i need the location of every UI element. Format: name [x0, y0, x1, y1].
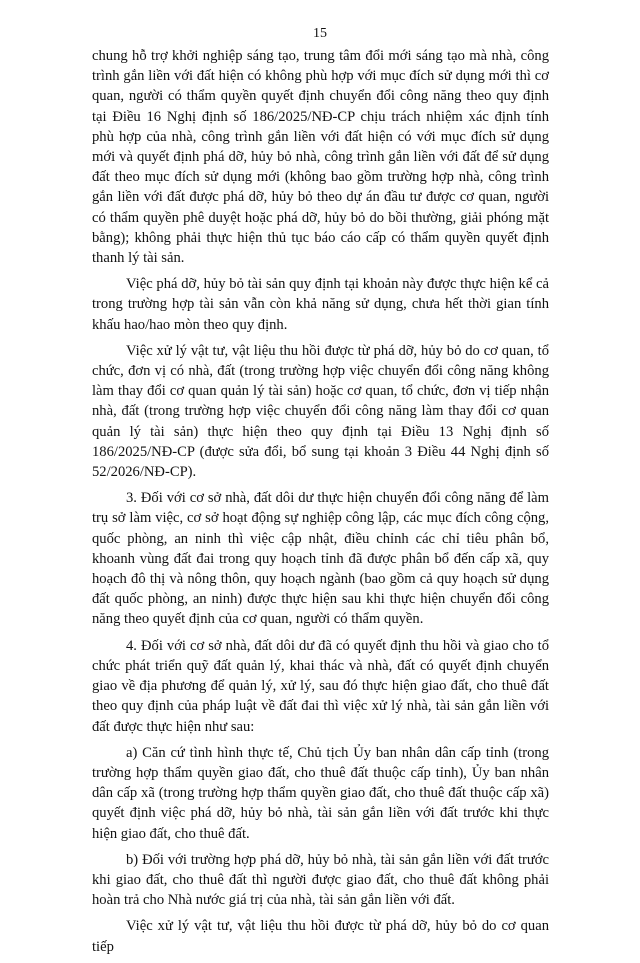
- paragraph-point-a: a) Căn cứ tình hình thực tế, Chủ tịch Ủy ban nhân dân cấp tỉnh (trong trường hợp thẩm quyền giao đất, cho thuê đất thuộc cấp tỉnh), Ủy ban nhân dân cấp xã (trong trường hợp thẩm quyền giao đất, cho thuê đất thuộc cấp xã) quyết định việc phá dỡ, hủy bỏ nhà, tài sản gắn liền với đất trước khi thực hiện giao đất, cho thuê đất.: [92, 744, 549, 842]
- paragraph-clause-4: 4. Đối với cơ sở nhà, đất dôi dư đã có quyết định thu hồi và giao cho tổ chức phát triển quỹ đất quản lý, khai thác và nhà, đất có quyết định chuyển giao về địa phương để quản lý, xử lý, sau đó thực hiện giao đất, cho thuê đất theo quy định của pháp luật về đất đai thì việc xử lý nhà, tài sản gắn liền với đất được thực hiện như sau:: [92, 637, 549, 735]
- paragraph-clause-3: 3. Đối với cơ sở nhà, đất dôi dư thực hiện chuyển đổi công năng để làm trụ sở làm việc, cơ sở hoạt động sự nghiệp công lập, các mục đích công cộng, quốc phòng, an ninh thì việc cập nhật, điều chỉnh các chỉ tiêu phân bổ, khoanh vùng đất đai trong quy hoạch tỉnh đã được phân bổ đến cấp xã, quy hoạch đô thị và nông thôn, quy hoạch ngành (bao gồm cả quy hoạch sử dụng đất quốc phòng, an ninh) được thực hiện sau khi thực hiện chuyển đổi công năng theo quyết định của cơ quan, người có thẩm quyền.: [92, 490, 549, 628]
- paragraph-point-b: b) Đối với trường hợp phá dỡ, hủy bỏ nhà, tài sản gắn liền với đất trước khi giao đất, cho thuê đất thì người được giao đất, cho thuê đất không phải hoàn trả cho Nhà nước giá trị của nhà, tài sản gắn liền với đất.: [92, 851, 549, 909]
- paragraph-continuation: chung hỗ trợ khởi nghiệp sáng tạo, trung tâm đổi mới sáng tạo mà nhà, công trình gắn liền với đất hiện có không phù hợp với mục đích sử dụng mới thì cơ quan, người có thẩm quyền quyết định chuyển đổi công năng theo quy định tại Điều 16 Nghị định số 186/2025/NĐ-CP chịu trách nhiệm xác định tính phù hợp của nhà, công trình gắn liền với đất hiện có với mục đích sử dụng mới và quyết định phá dỡ, hủy bỏ nhà, công trình gắn liền với đất để sử dụng đất theo mục đích sử dụng mới (không bao gồm trường hợp nhà, công trình gắn liền với đất được phá dỡ, hủy bỏ theo dự án đầu tư được cơ quan, người có thẩm quyền phê duyệt hoặc phá dỡ, hủy bỏ do bồi thường, giải phóng mặt bằng); không phải thực hiện thủ tục báo cáo cấp có thẩm quyền quyết định thanh lý tài sản.: [92, 48, 549, 267]
- paragraph-demolition-scope: Việc phá dỡ, hủy bỏ tài sản quy định tại khoản này được thực hiện kể cả trong trường hợp tài sản vẫn còn khả năng sử dụng, chưa hết thời gian tính khấu hao/hao mòn theo quy định.: [92, 276, 549, 333]
- paragraph-recovered-materials: Việc xử lý vật tư, vật liệu thu hồi được từ phá dỡ, hủy bỏ do cơ quan, tổ chức, đơn vị có nhà, đất (trong trường hợp việc chuyển đổi công năng không làm thay đổi cơ quan quản lý tài sản) hoặc cơ quan, tổ chức, đơn vị tiếp nhận nhà, đất (trong trường hợp việc chuyển đổi công năng làm thay đổi cơ quan quản lý tài sản) thực hiện theo quy định tại Điều 13 Nghị định số 186/2025/NĐ-CP (được sửa đổi, bổ sung tại khoản 3 Điều 44 Nghị định số 52/2026/NĐ-CP).: [92, 342, 549, 481]
- paragraph-trailing: Việc xử lý vật tư, vật liệu thu hồi được từ phá dỡ, hủy bỏ do cơ quan tiếp: [92, 918, 549, 955]
- document-body: [92, 46, 549, 963]
- page-number: 15: [313, 26, 327, 41]
